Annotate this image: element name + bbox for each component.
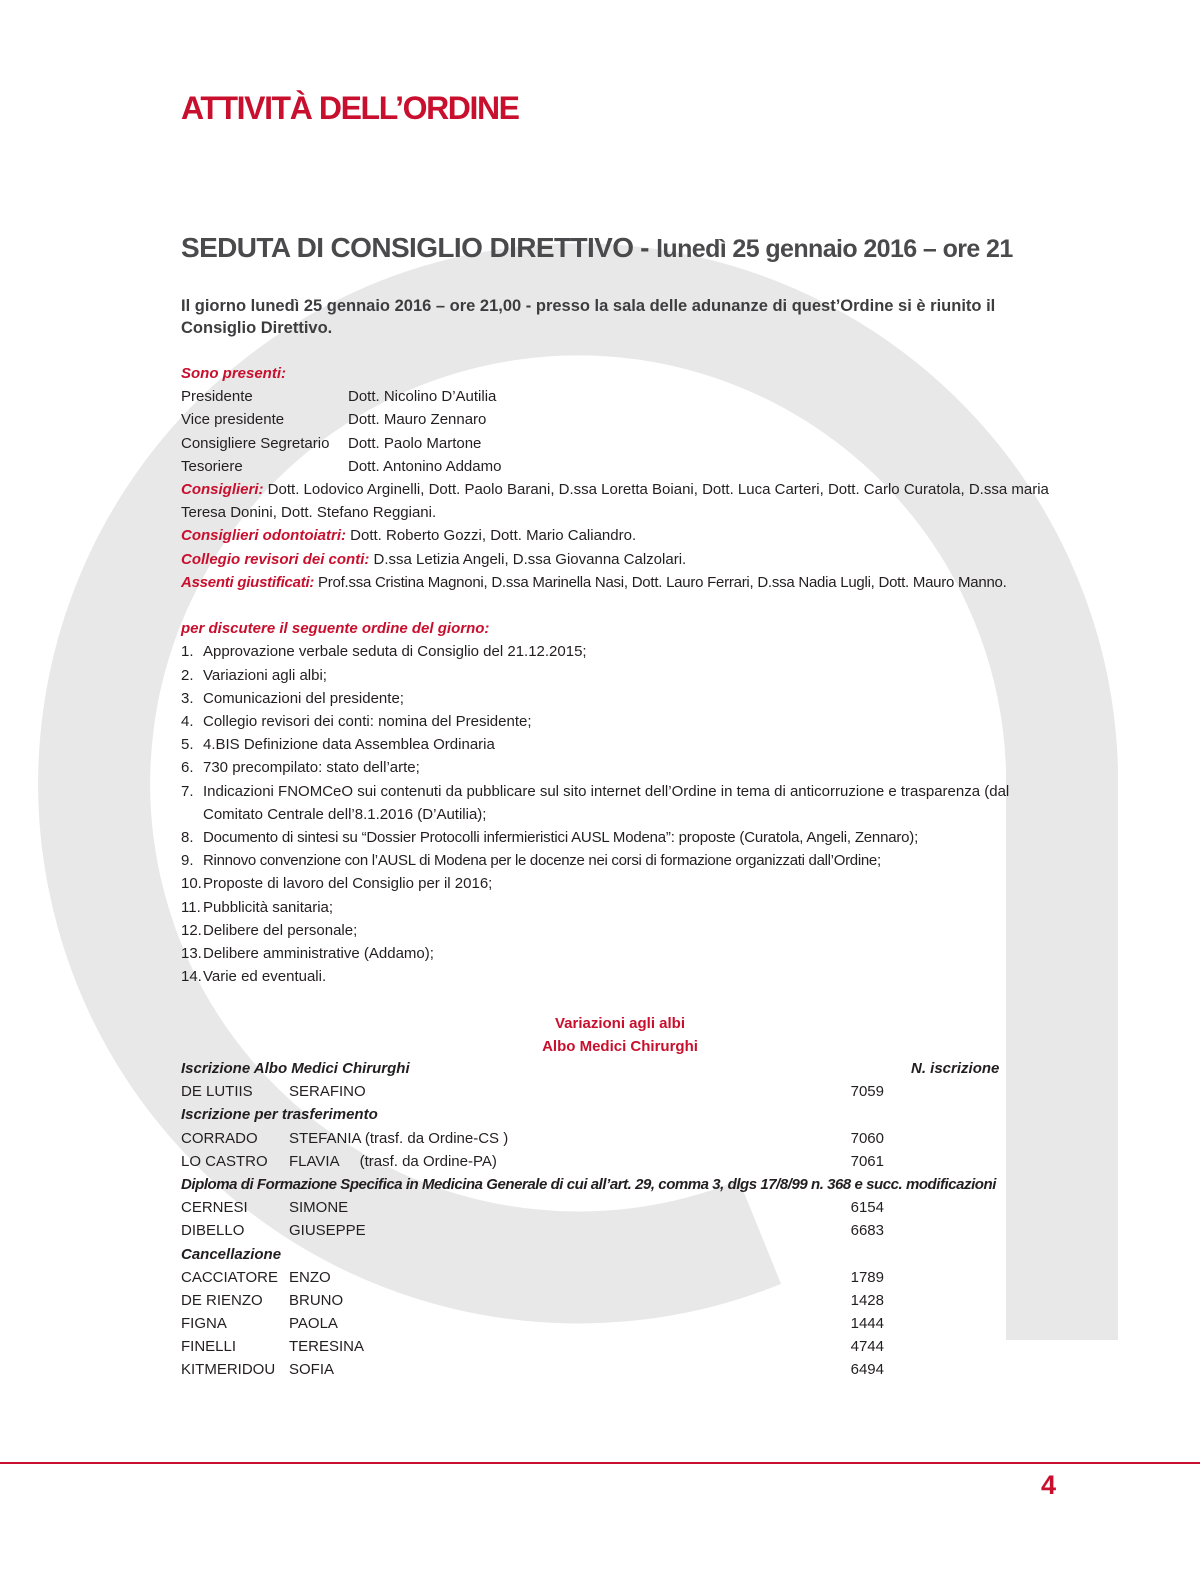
agenda-item-number: 6. [181,759,194,777]
surname-cell: FINELLI [181,1338,237,1356]
surname-cell: CERNESI [181,1199,248,1217]
table-row [181,1127,1059,1150]
section-heading: Iscrizione per trasferimento [181,1106,378,1124]
role-title: Presidente [181,388,253,406]
table-row [181,1219,1059,1242]
number-cell: 1428 [850,1291,884,1309]
agenda-item-text: 730 precompilato: stato dell’arte; [203,759,420,777]
headline-date: lunedì 25 gennaio 2016 – ore 21 [656,235,1013,263]
name-cell: FLAVIA (trasf. da Ordine-PA) [289,1152,497,1170]
surname-cell: FIGNA [181,1315,227,1333]
agenda-item [181,919,1059,942]
number-cell: 7060 [850,1129,884,1147]
agenda-item-number: 8. [181,828,194,846]
table-row [181,1150,1059,1173]
absent-list: Prof.ssa Cristina Magnoni, D.ssa Marinella Nasi, Dott. Lauro Ferrari, D.ssa Nadia Lugli, Dott. Mauro Manno. [314,573,1007,591]
agenda-item [181,780,1059,826]
table-row [181,1312,1059,1335]
agenda-item [181,942,1059,965]
role-title: Vice presidente [181,411,285,429]
table-row [181,1080,1059,1103]
surname-cell: DE RIENZO [181,1291,263,1309]
section-heading: Iscrizione Albo Medici Chirurghi [181,1060,410,1077]
name-cell: STEFANIA (trasf. da Ordine-CS ) [289,1129,509,1147]
table-row [181,1358,1059,1381]
agenda-item-number: 11. [181,898,201,916]
agenda-item-number: 9. [181,852,194,870]
number-cell: 1789 [850,1268,884,1286]
agenda-item-text: Collegio revisori dei conti: nomina del Presidente; [203,712,532,730]
agenda-item-text: Variazioni agli albi; [203,666,327,684]
headline-main: SEDUTA DI CONSIGLIO DIRETTIVO [181,232,634,263]
agenda-item [181,965,1059,988]
agenda-item [181,826,1059,849]
number-cell: 4744 [850,1338,884,1356]
agenda-item-number: 2. [181,666,194,684]
table-row [181,1335,1059,1358]
auditors-label: Collegio revisori dei conti: [181,550,370,568]
variations-subtitle: Albo Medici Chirurghi [542,1038,698,1056]
intro-paragraph: Il giorno lunedì 25 gennaio 2016 – ore 21,00 - presso la sala delle adunanze di quest’Ordine si è riunito il Consiglio Direttivo. [181,297,996,337]
table-row [181,1289,1059,1312]
agenda-item-text: Proposte di lavoro del Consiglio per il 2016; [203,875,493,893]
headline-separator: - [640,232,650,263]
spacer [181,594,1059,617]
present-label: Sono presenti: [181,365,287,382]
name-cell: BRUNO [289,1291,344,1309]
surname-cell: LO CASTRO [181,1152,268,1170]
agenda-item-text: 4.BIS Definizione data Assemblea Ordinaria [203,736,495,754]
number-cell: 1444 [850,1315,884,1333]
number-cell: 6683 [850,1222,884,1240]
councillors-list: Dott. Lodovico Arginelli, Dott. Paolo Barani, D.ssa Loretta Boiani, Dott. Luca Carteri, Dott. Carlo Curatola, D.ssa maria Teresa Donini, Dott. Stefano Reggiani. [181,480,1049,522]
section-heading-row [181,1057,1059,1080]
agenda-item-text: Comunicazioni del presidente; [203,689,404,707]
section-title: ATTIVITÀ DELL’ORDINE [181,90,519,126]
role-title: Tesoriere [181,457,243,475]
agenda-item-number: 13. [181,945,202,962]
agenda-item-number: 12. [181,921,202,939]
footer-rule [0,1462,1200,1464]
surname-cell: KITMERIDOU [181,1361,276,1379]
name-cell: SOFIA [289,1361,335,1379]
name-cell: SIMONE [289,1199,349,1217]
agenda-item [181,687,1059,710]
agenda-item-text: Documento di sintesi su “Dossier Protocolli infermieristici AUSL Modena”: proposte (Curatola, Angeli, Zennaro); [203,828,919,846]
number-cell: 6154 [850,1199,884,1217]
role-title: Consigliere Segretario [181,434,330,452]
name-cell: PAOLA [289,1315,338,1333]
role-person: Dott. Mauro Zennaro [348,411,487,429]
agenda-item-text: Delibere del personale; [203,921,358,939]
agenda-list [181,640,1059,988]
agenda-item-number: 1. [181,643,194,661]
role-person: Dott. Antonino Addamo [348,457,502,475]
agenda-item [181,710,1059,733]
attendance-and-agenda [181,362,1059,988]
agenda-item [181,640,1059,663]
auditors-paragraph [181,548,1059,571]
absent-label: Assenti giustificati: [181,573,315,591]
agenda-item-number: 3. [181,689,194,707]
section-heading-row [181,1173,1059,1196]
agenda-item-text: Delibere amministrative (Addamo); [203,945,434,962]
agenda-item [181,872,1059,895]
agenda-item-number: 5. [181,736,194,754]
number-cell: 7061 [850,1152,884,1170]
surname-cell: DIBELLO [181,1222,245,1240]
agenda-item-text: Pubblicità sanitaria; [203,898,334,916]
agenda-item [181,733,1059,756]
surname-cell: DE LUTIIS [181,1083,253,1101]
agenda-item-number: 14. [181,968,202,986]
agenda-item-number: 10. [181,875,202,893]
dentists-paragraph [181,524,1059,547]
auditors-list: D.ssa Letizia Angeli, D.ssa Giovanna Calzolari. [369,550,687,568]
agenda-item-text: Varie ed eventuali. [203,968,327,986]
agenda-item [181,896,1059,919]
number-cell: 7059 [850,1083,884,1101]
agenda-item-text: Approvazione verbale seduta di Consiglio del 21.12.2015; [203,643,587,661]
table-row [181,1266,1059,1289]
number-cell: 6494 [850,1361,884,1379]
agenda-item [181,756,1059,779]
councillors-paragraph [181,478,1059,524]
number-column-header: N. iscrizione [911,1060,1000,1077]
section-heading: Diploma di Formazione Specifica in Medicina Generale di cui all’art. 29, comma 3, dlgs 17/8/99 n. 368 e succ. modificazioni [181,1175,996,1193]
table-row [181,1196,1059,1219]
role-person: Dott. Nicolino D’Autilia [348,388,497,406]
meeting-headline [181,232,1013,264]
variations-list [181,1057,1059,1382]
absent-paragraph [181,571,1059,594]
section-heading: Cancellazione [181,1245,282,1263]
dentists-label: Consiglieri odontoiatri: [181,527,346,545]
agenda-item [181,664,1059,687]
surname-cell: CACCIATORE [181,1268,278,1286]
section-heading-row [181,1103,1059,1126]
role-row [181,385,1059,408]
dentists-list: Dott. Roberto Gozzi, Dott. Mario Caliandro. [346,527,637,545]
agenda-item-text: Indicazioni FNOMCeO sui contenuti da pubblicare sul sito internet dell’Ordine in tema di anticorruzione e trasparenza (dal Comitato Centrale dell’8.1.2016 (D’Autilia); [203,782,1010,823]
councillors-label: Consiglieri: [181,480,264,498]
name-cell: TERESINA [289,1338,365,1356]
role-row [181,455,1059,478]
role-row [181,408,1059,431]
agenda-item-number: 4. [181,712,194,730]
section-heading-row [181,1243,1059,1266]
agenda-item-number: 7. [181,782,194,800]
name-cell: SERAFINO [289,1083,366,1101]
agenda-item [181,849,1059,872]
variations-title: Variazioni agli albi [554,1015,686,1032]
agenda-item-text: Rinnovo convenzione con l’AUSL di Modena per le docenze nei corsi di formazione organizzati dall’Ordine; [203,852,881,870]
role-row [181,432,1059,455]
role-person: Dott. Paolo Martone [348,434,482,452]
surname-cell: CORRADO [181,1129,258,1147]
agenda-label: per discutere il seguente ordine del giorno: [181,620,490,638]
name-cell: ENZO [289,1268,331,1286]
name-cell: GIUSEPPE [289,1222,366,1240]
variations-title-block [181,1012,1059,1058]
page-number: 4 [1041,1470,1057,1500]
